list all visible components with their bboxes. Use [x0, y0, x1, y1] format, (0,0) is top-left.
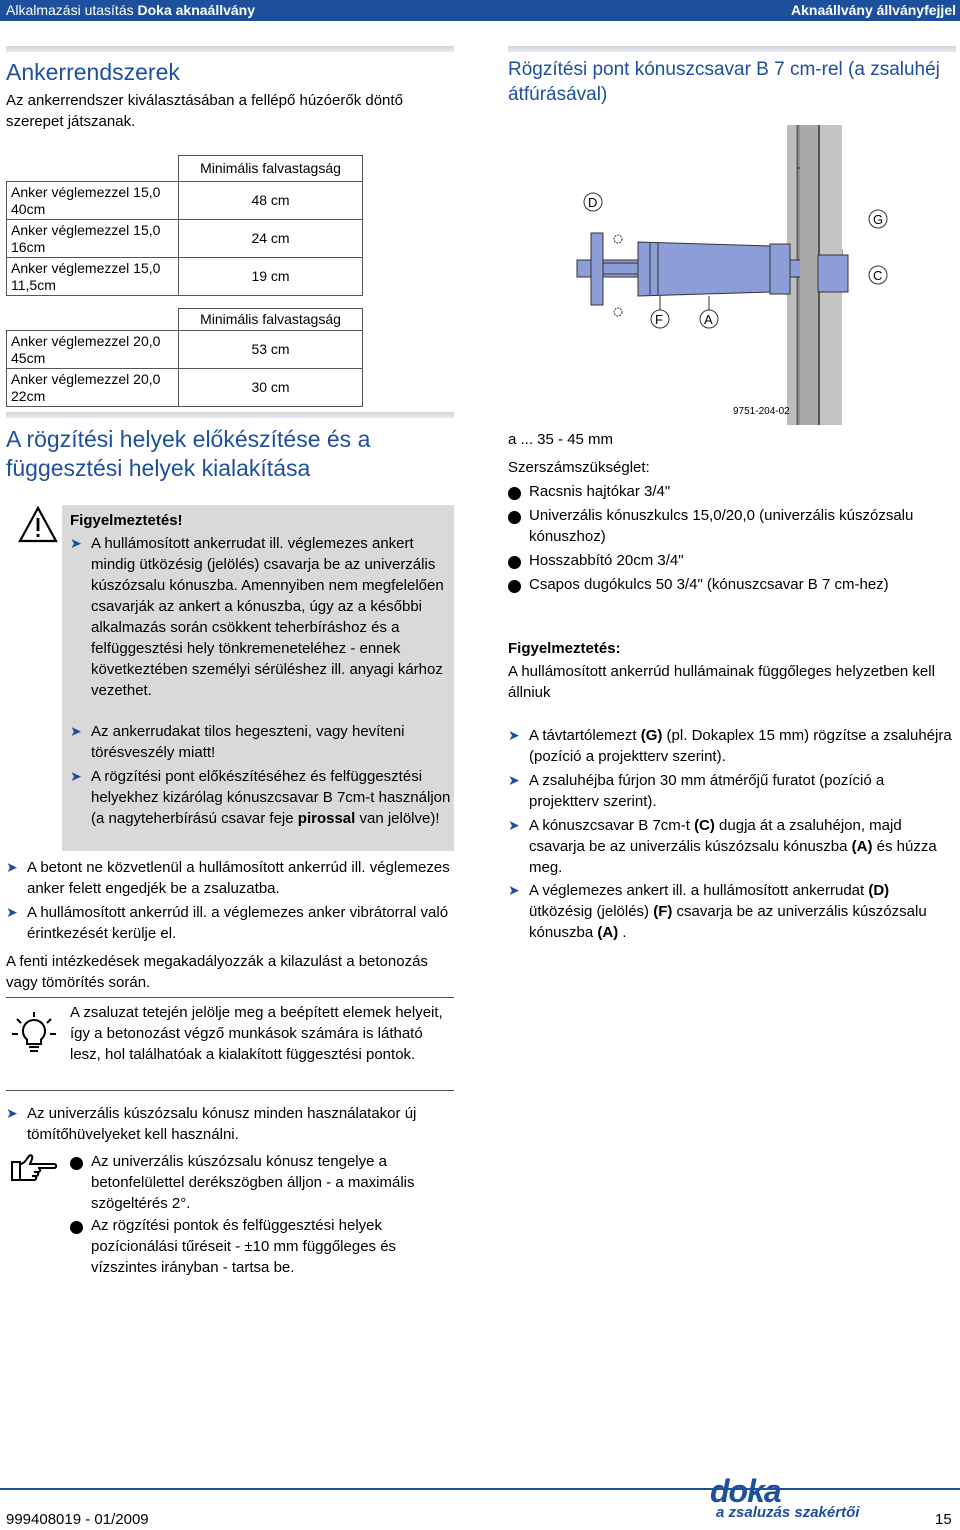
table-cell-label: Anker véglemezzel 15,0 11,5cm: [7, 258, 179, 296]
table-header: Minimális falvastagság: [179, 156, 363, 182]
bullet-icon: [508, 487, 521, 500]
warning-title: Figyelmeztetés!: [70, 512, 183, 529]
tools-title: Szerszámszükséglet:: [508, 459, 650, 476]
doka-logo: [710, 1473, 840, 1509]
header-left: Alkalmazási utasítás Doka aknaállvány: [6, 2, 256, 18]
arrow-icon: ➤: [6, 904, 18, 920]
anchor-table-15: [6, 155, 363, 296]
arrow-icon: ➤: [6, 859, 18, 875]
tip-rule: [6, 1090, 454, 1091]
bullet-icon: [508, 511, 521, 524]
warning-icon: [18, 505, 58, 545]
table-cell-value: 19 cm: [179, 258, 363, 296]
section-rule: [6, 412, 454, 418]
step-text-d: A véglemezes ankert ill. a hullámosított ankerrudat (D) ütközésig (jelölés) (F) csavarja be az univerzális kúszózsalu kónuszba (A) .: [529, 882, 927, 941]
table-cell-value: 53 cm: [179, 331, 363, 369]
figure-code: 9751-204-02: [733, 406, 790, 417]
step-text-g: A távtartólemezt (G) (pl. Dokaplex 15 mm) rögzítse a zsaluhéjra (pozíció a projektterv szerint).: [529, 727, 952, 765]
label-C: C: [873, 268, 883, 283]
note-text: A fenti intézkedések megakadályozzák a kilazulást a betonozás vagy tömörítés során.: [6, 953, 428, 991]
arrow-icon: ➤: [6, 1105, 18, 1121]
tip-text: A zsaluzat tetején jelölje meg a beépített elemek helyeit, így a betonozást végző munkások számára is látható lesz, hol találhatóak a kialakított függesztési pontok.: [70, 1004, 443, 1063]
bullet-icon: [508, 556, 521, 569]
anchor-diagram: [500, 120, 800, 425]
arrow-icon: ➤: [508, 772, 520, 788]
table-cell-label: Anker véglemezzel 20,0 22cm: [7, 369, 179, 407]
page-header: [0, 0, 960, 21]
bullet-icon: [70, 1221, 83, 1234]
bullet-icon: [508, 580, 521, 593]
arrow-icon: ➤: [508, 882, 520, 898]
table-cell-value: 30 cm: [179, 369, 363, 407]
table-cell-label: Anker véglemezzel 15,0 16cm: [7, 220, 179, 258]
table-cell-label: Anker véglemezzel 20,0 45cm: [7, 331, 179, 369]
dimension-note: a ... 35 - 45 mm: [508, 431, 614, 448]
bullet-icon: [70, 1157, 83, 1170]
arrow-icon: ➤: [508, 727, 520, 743]
anchor-end-plate: [591, 233, 603, 305]
svg-text:doka: doka: [710, 1473, 781, 1509]
anchor-table-20: [6, 308, 363, 407]
anchor-intro: Az ankerrendszer kiválasztásában a fellépő húzóerők döntő szerepet játszanak.: [6, 92, 403, 130]
table-cell-label: Anker véglemezzel 15,0 40cm: [7, 182, 179, 220]
arrow-icon: ➤: [508, 817, 520, 833]
table-cell-value: 24 cm: [179, 220, 363, 258]
label-G: G: [873, 212, 884, 227]
doc-code: 999408019 - 01/2009: [6, 1511, 149, 1528]
lightbulb-icon: [10, 1010, 58, 1058]
table-cell-value: 48 cm: [179, 182, 363, 220]
pointing-hand-icon: [10, 1152, 62, 1184]
section-rule: [6, 46, 454, 52]
label-D: D: [588, 195, 598, 210]
section-title-fixing: Rögzítési pont kónuszcsavar B 7 cm-rel (a zsaluhéj átfúrásával): [508, 59, 940, 105]
header-right: Aknaállvány állványfejjel: [791, 2, 956, 18]
wall-section: [800, 125, 850, 425]
label-A: A: [704, 312, 713, 327]
arrow-icon: ➤: [70, 768, 82, 784]
page-number: 15: [935, 1511, 952, 1528]
tip-rule: [6, 997, 454, 998]
doka-tagline: a zsaluzás szakértői: [716, 1504, 860, 1521]
arrow-icon: ➤: [70, 535, 82, 551]
label-F: F: [655, 312, 663, 327]
right-warning-title: Figyelmeztetés:: [508, 640, 621, 657]
section-title-anchor: Ankerrendszerek: [6, 59, 180, 85]
step-text-c: A kónuszcsavar B 7cm-t (C) dugja át a zsaluhéjon, majd csavarja be az univerzális kúszózsalu kónuszba (A) és húzza meg.: [529, 817, 937, 876]
right-warning-text: A hullámosított ankerrúd hullámainak függőleges helyzetben kell állniuk: [508, 663, 935, 701]
arrow-icon: ➤: [70, 723, 82, 739]
section-rule: [508, 46, 956, 52]
section-title-prep: A rögzítési helyek előkészítése és a függesztési helyek kialakítása: [6, 426, 371, 481]
diagram-labels-right: [865, 205, 895, 290]
warning-item-text-with-bold: A rögzítési pont előkészítéséhez és felfüggesztési helyekhez kizárólag kónuszcsavar B 7cm-t használjon (a nagyteherbírású csavar feje pirossal van jelölve)!: [91, 768, 451, 827]
table-header: Minimális falvastagság: [179, 309, 363, 331]
